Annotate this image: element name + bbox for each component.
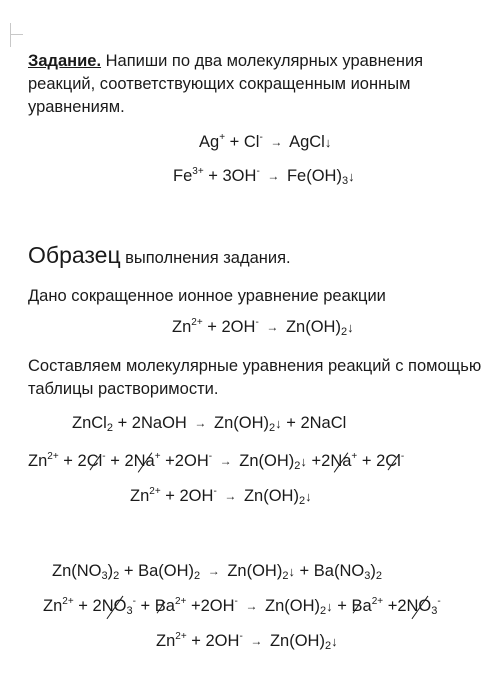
plus-sign: + [229,133,240,151]
plus-sign: + [191,632,201,650]
charge: 2+ [371,596,384,607]
ion-oh: +2OH [165,452,209,470]
subscript: 2 [282,570,289,582]
ion-oh: 2OH [205,632,240,650]
reagent: ZnCl [72,414,107,432]
plus-sign: + [387,597,398,615]
subscript: 2 [269,422,276,434]
compose-text: Составляем молекулярные уравнения реакций с помощью таблицы растворимости. [28,357,482,398]
precipitate-arrow: ↓ [326,599,333,614]
ion-oh: +2OH [190,597,235,615]
arrow: → [250,634,263,648]
plus-sign: + [299,562,310,580]
ion-zn: Zn [28,452,48,470]
arrow: → [194,416,207,430]
precipitate-arrow: ↓ [324,135,332,150]
product: Zn(OH) [265,597,321,615]
charge: 2+ [191,317,203,328]
ion-ba-struck: B [351,597,363,615]
precipitate-arrow: ↓ [347,320,354,335]
example1-full-ionic [28,452,404,471]
ion-fe: Fe [173,167,193,185]
plus-sign: + [117,414,128,432]
sample-heading [28,242,291,269]
charge: - [234,596,238,607]
ion-na-struck: Na [133,452,155,470]
task-equation-1 [199,133,331,152]
subscript: 2 [320,605,327,617]
charge: 2+ [175,631,187,642]
ion-na-struck: Na [330,452,352,470]
example2-molecular [52,562,382,581]
task-equation-2 [173,167,355,186]
charge: 2+ [149,486,161,497]
charge: - [255,317,259,328]
subscript: 3 [431,605,438,617]
precipitate-arrow: ↓ [288,564,295,579]
reagent: Ba(OH) [138,562,194,580]
ion-ba-rest: a [165,597,175,615]
precipitate-arrow: ↓ [348,169,355,184]
precipitate-arrow: ↓ [305,489,312,504]
subscript: 2 [298,495,306,507]
charge: + [219,132,226,143]
product: Zn(OH) [269,632,325,650]
arrow: → [219,454,232,468]
charge: + [154,451,161,462]
ion-zn: Zn [172,318,192,336]
product: Zn(OH) [285,318,341,336]
corner-mark [10,34,23,47]
ion-zn: Zn [156,632,176,650]
coefficient: 2 [124,452,134,470]
precipitate-arrow: ↓ [300,454,307,469]
coefficient: 2 [376,452,386,470]
coefficient: 2 [397,597,407,615]
subscript: 3 [364,570,371,582]
given-text: Дано сокращенное ионное уравнение реакции [28,287,386,305]
task-label: Задание. [28,52,102,70]
ion-zn: Zn [130,487,150,505]
ion-ba-rest: a [362,597,372,615]
arrow: → [270,135,283,149]
subscript: 2 [113,570,120,582]
ion-cl: Cl [243,133,260,151]
arrow: → [266,320,279,334]
charge: - [400,451,405,462]
subscript: 2 [106,422,113,434]
plus-sign: + [311,452,322,470]
paren: ) [107,562,114,580]
reagent: 2NaOH [131,414,187,432]
charge: - [239,631,243,642]
example2-full-ionic [43,597,441,616]
plus-sign: + [78,597,88,615]
plus-sign: + [286,414,296,432]
plus-sign: + [123,562,134,580]
ion-oh: 3OH [222,167,257,185]
charge: 3+ [192,166,204,177]
charge: - [437,596,441,607]
ion-ba-struck: B [154,597,166,615]
product: Ba(NO [313,562,365,580]
product: Zn(OH) [227,562,283,580]
plus-sign: + [207,318,217,336]
arrow: → [224,489,237,503]
precipitate-arrow: ↓ [275,416,282,431]
charge: - [208,451,213,462]
ion-no3-struck: NO [101,597,127,615]
plus-sign: + [361,452,372,470]
subscript: 3 [101,570,108,582]
ion-cl-struck: Cl [86,452,103,470]
charge: 2+ [62,596,74,607]
plus-sign: + [140,597,151,615]
charge: 2+ [174,596,187,607]
sample-heading-rest: выполнения задания. [125,249,291,267]
example2-short-ionic [156,632,338,651]
ion-cl-struck: Cl [385,452,401,470]
task-paragraph [28,50,493,119]
arrow: → [267,169,280,183]
ion-no3-struck: NO [406,597,432,615]
subscript: 2 [294,460,301,472]
ion-zn: Zn [43,597,63,615]
precipitate-arrow: ↓ [331,634,338,649]
product: Fe(OH) [286,167,342,185]
product: Zn(OH) [243,487,299,505]
example1-molecular [72,414,346,433]
product: 2NaCl [300,414,347,432]
charge: - [259,132,263,143]
charge: + [351,451,358,462]
ion-ag: Ag [199,133,220,151]
subscript: 3 [341,175,349,187]
sample-heading-big: Образец [28,242,121,268]
reagent: Zn(NO [52,562,102,580]
arrow: → [207,564,220,578]
product: Zn(OH) [239,452,295,470]
given-equation [172,318,354,337]
coefficient: 2 [92,597,102,615]
example1-short-ionic [130,487,312,506]
subscript: 2 [194,570,201,582]
ion-oh: 2OH [221,318,256,336]
coefficient: 2 [77,452,87,470]
charge: - [256,166,260,177]
product: Zn(OH) [214,414,270,432]
paren: ) [370,562,376,580]
charge: 2+ [47,451,59,462]
charge: - [102,451,106,462]
plus-sign: + [165,487,175,505]
task-text: Напиши по два молекулярных уравнения реакций, соответствующих сокращенным ионным уравнениям. [28,52,424,116]
plus-sign: + [208,167,218,185]
charge: - [213,486,217,497]
arrow: → [245,599,258,613]
plus-sign: + [337,597,347,615]
plus-sign: + [63,452,73,470]
coefficient: 2 [321,452,331,470]
subscript: 3 [126,605,133,617]
plus-sign: + [110,452,120,470]
ion-oh: 2OH [179,487,214,505]
subscript: 2 [324,640,332,652]
subscript: 2 [340,326,348,338]
product: AgCl [289,133,325,151]
subscript: 2 [375,570,382,582]
charge: - [132,596,136,607]
